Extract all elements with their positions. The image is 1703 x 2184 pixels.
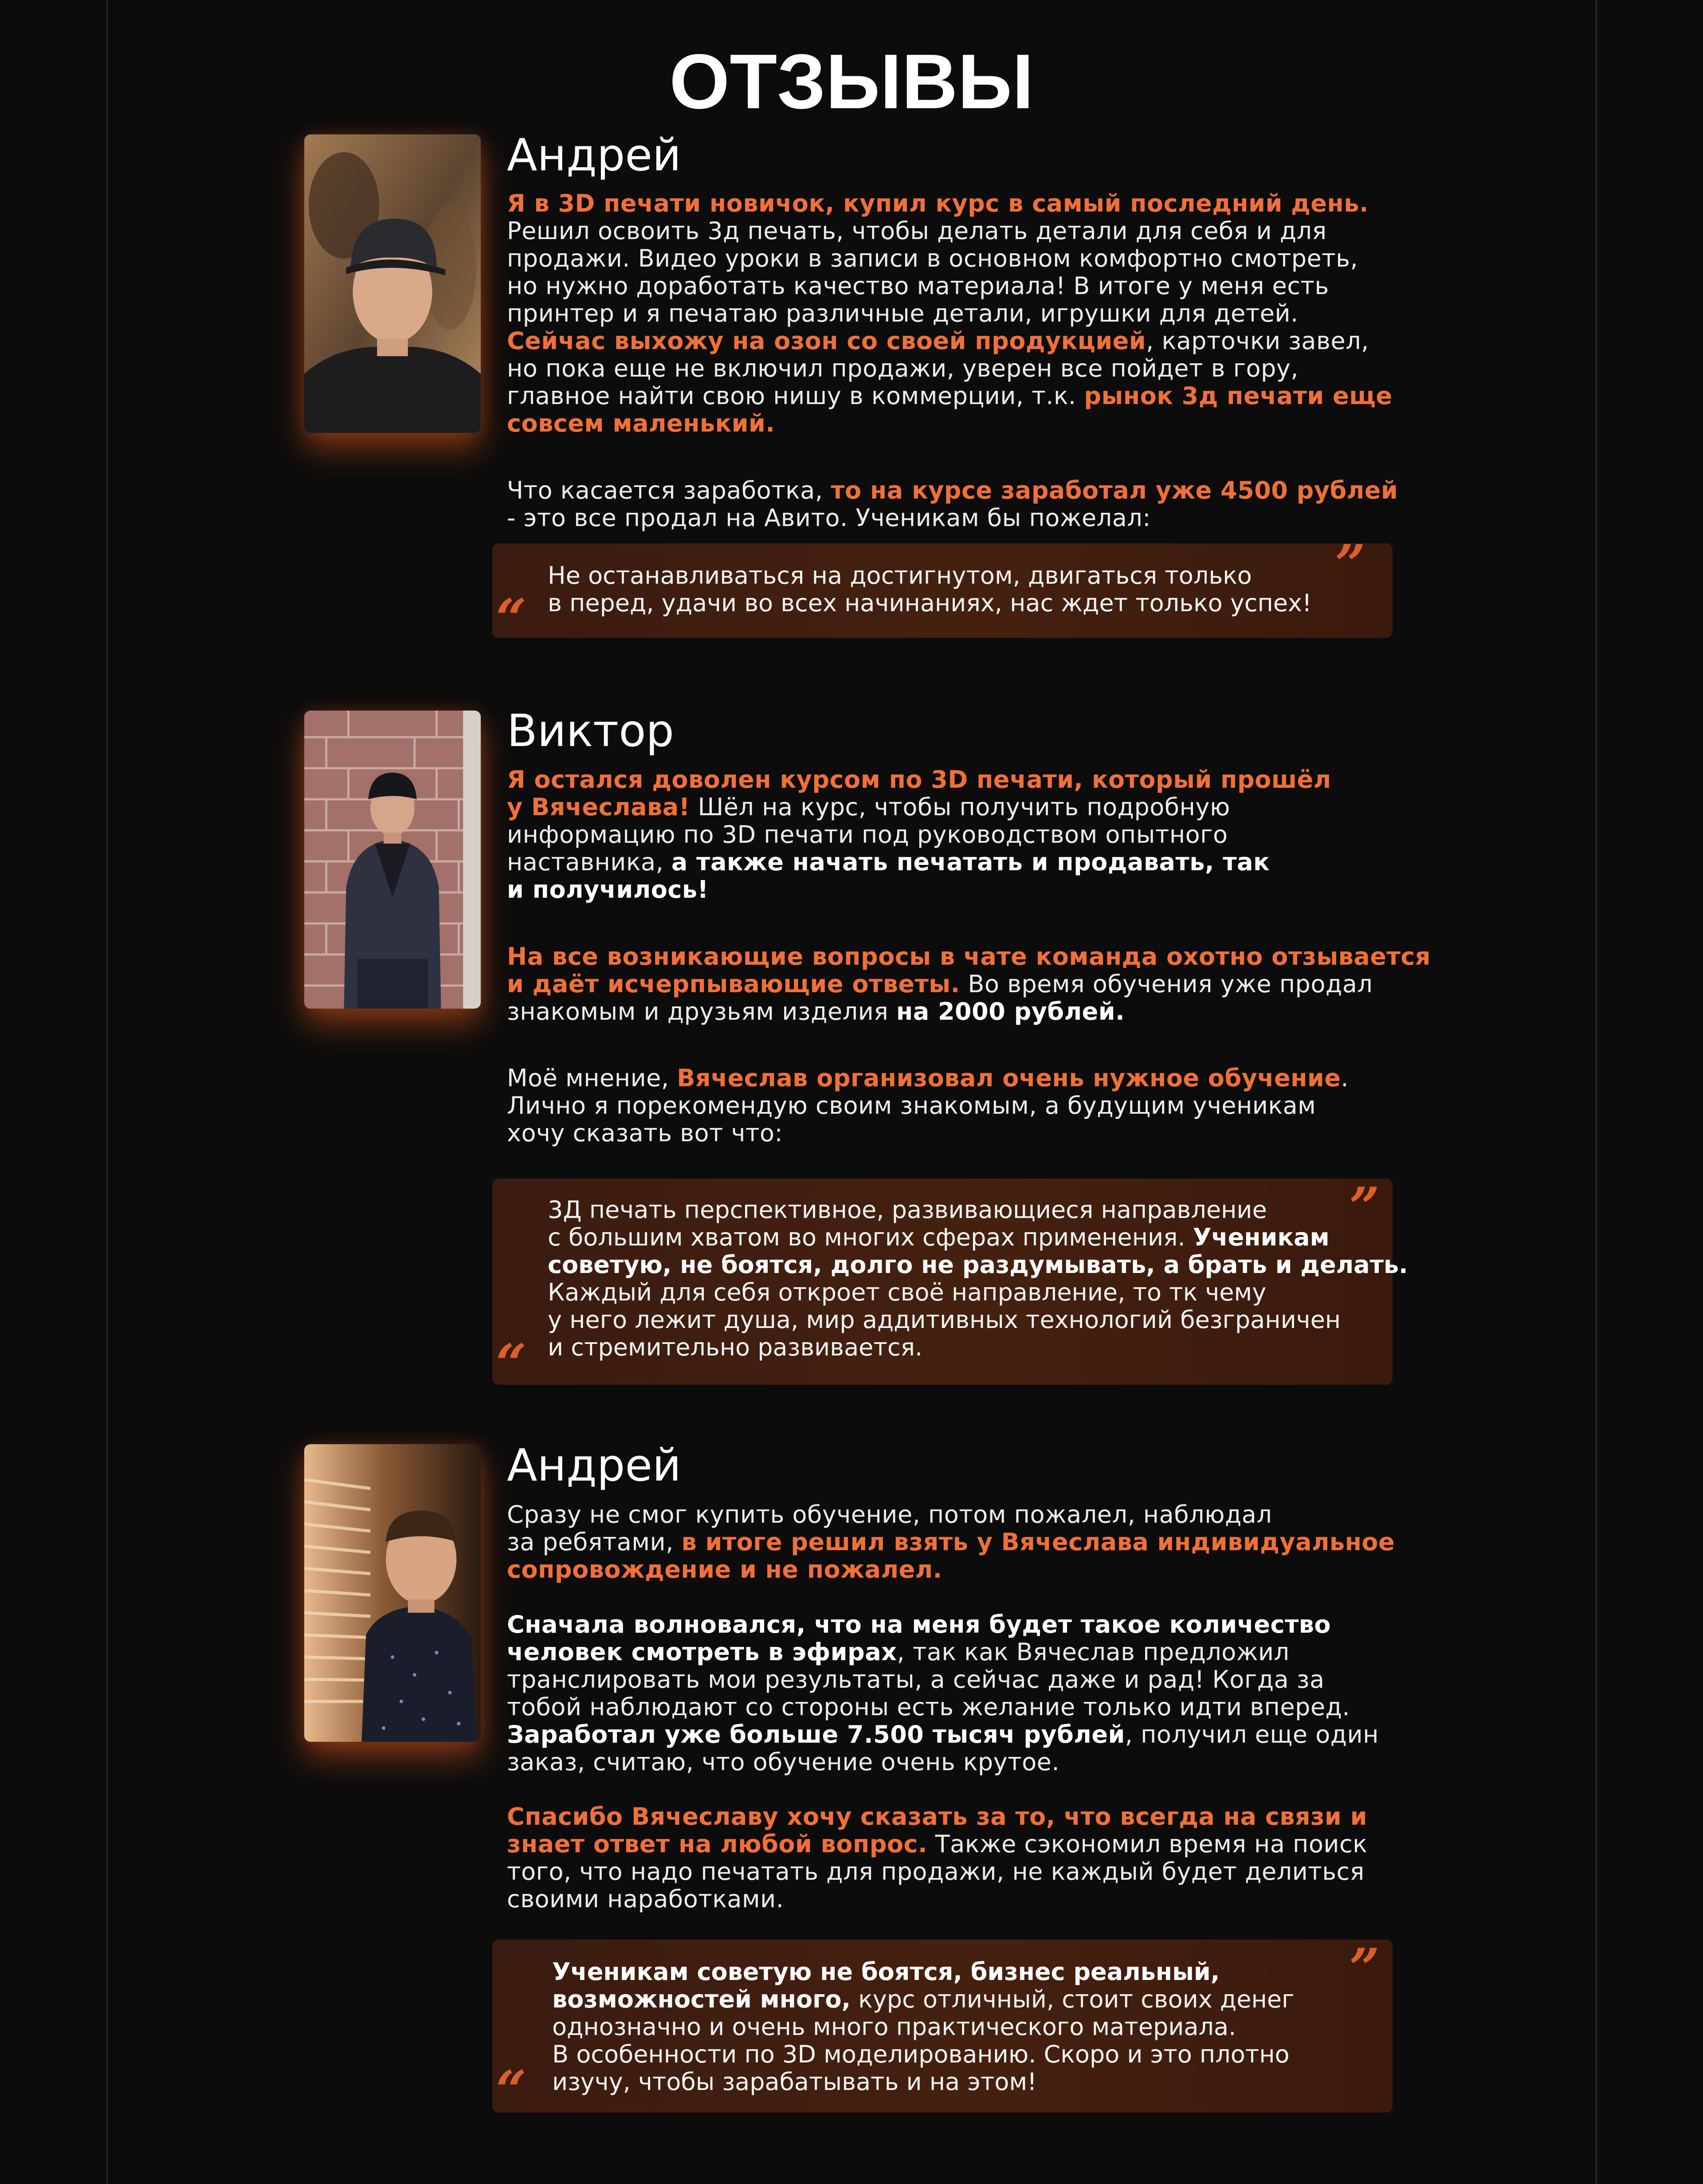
close-quote-icon: ” [1335,533,1366,596]
bold-text: а также начать печатать и продавать, так [671,848,1270,876]
left-border-line [106,0,108,2184]
quote-text [548,562,1312,617]
review-paragraph [507,477,1398,532]
body-text: Лично я порекомендую своим знакомым, а будущим ученикам [507,1092,1316,1119]
body-text: Не останавливаться на достигнутом, двигаться только [548,562,1252,589]
body-text: главное найти свою нишу в коммерции, т.к. [507,382,1084,410]
text-line [507,821,1331,848]
body-text: с большим хватом во многих сферах применения. [548,1223,1193,1251]
text-line [552,2013,1294,2041]
text-line [507,1501,1395,1528]
body-text: . [1341,1064,1349,1092]
text-line [507,1885,1367,1913]
reviewer-name: Андрей [507,1439,681,1491]
text-line [548,1196,1408,1224]
body-text: Во время обучения уже продал [960,970,1373,998]
text-line [507,1528,1395,1556]
highlight-text: то на курсе заработал уже 4500 рублей [831,476,1398,504]
body-text: того, что надо печатать для продажи, не каждый будет делиться [507,1858,1365,1885]
body-text: хочу сказать вот что: [507,1119,783,1147]
avatar-andrey-1-icon [304,134,481,433]
quote-text [548,1196,1408,1361]
reviewer-photo [304,711,481,1009]
body-text: , так как Вячеслав предложил [897,1638,1290,1666]
text-line [548,1334,1408,1361]
body-text: Шёл на курс, чтобы получить подробную [690,793,1230,821]
text-line [507,876,1331,903]
body-text: в перед, удачи во всех начинаниях, нас ждет только успех! [548,589,1312,617]
text-line [507,477,1398,504]
text-line [507,504,1398,532]
review-paragraph [507,766,1331,903]
reviewer-photo [304,134,481,433]
highlight-text: На все возникающие вопросы в чате команда охотно отзывается [507,943,1431,970]
bold-text: на 2000 рублей. [896,998,1125,1025]
highlight-text: Я остался доволен курсом по 3D печати, который прошёл [507,766,1331,793]
open-quote-icon: “ [496,587,527,650]
highlight-text: Я в 3D печати новичок, купил курс в самый последний день. [507,189,1369,217]
review-paragraph [507,943,1431,1025]
review-paragraph [507,190,1392,437]
open-quote-icon: “ [496,2059,527,2121]
body-text: за ребятами, [507,1528,682,1556]
highlight-text: совсем маленький. [507,409,775,437]
review-paragraph [507,1803,1367,1913]
text-line [507,1693,1379,1721]
text-line [507,793,1331,821]
text-line [507,998,1431,1025]
text-line [507,1611,1379,1638]
section-title: ОТЗЫВЫ [0,38,1703,126]
text-line [507,1666,1379,1693]
text-line [507,190,1392,217]
bold-text: Ученикам советую не боятся, бизнес реальный, [552,1958,1220,1986]
text-line [548,1306,1408,1334]
avatar-andrey-2-icon [304,1444,481,1742]
bold-text: и получилось! [507,876,709,903]
body-text: В особенности по 3D моделированию. Скоро и это плотно [552,2040,1290,2068]
text-line [507,1830,1367,1858]
bold-text: человек смотреть в эфирах [507,1638,897,1666]
text-line [507,410,1392,437]
text-line [507,1119,1349,1147]
body-text: Каждый для себя откроет своё направление, то тк чему [548,1278,1267,1306]
body-text: Моё мнение, [507,1064,677,1092]
review-quote [492,1176,1408,1395]
text-line [552,2068,1294,2096]
text-line [507,1638,1379,1666]
body-text: заказ, считаю, что обучение очень крутое. [507,1748,1060,1776]
body-text: 3Д печать перспективное, развивающиеся направление [548,1196,1267,1224]
text-line [548,562,1312,589]
reviewer-name: Андрей [507,129,681,181]
text-line [507,300,1392,327]
text-line [552,1958,1294,1986]
body-text: однозначно и очень много практического материала. [552,2013,1236,2041]
text-line [507,943,1431,970]
text-line [507,1556,1395,1583]
body-text: своими наработками. [507,1885,784,1913]
review-quote [492,533,1393,650]
body-text: , получил еще один [1125,1720,1379,1748]
text-line [507,970,1431,998]
reviewer-name: Виктор [507,705,674,757]
review-paragraph [507,1611,1379,1776]
body-text: Сразу не смог купить обучение, потом пожалел, наблюдал [507,1501,1272,1528]
reviewer-photo [304,1444,481,1742]
body-text: Также сэкономил время на поиск [927,1830,1368,1858]
text-line [507,766,1331,793]
close-quote-icon: ” [1349,1176,1380,1238]
body-text: Что касается заработка, [507,476,831,504]
text-line [552,1986,1294,2013]
text-line [507,245,1392,272]
highlight-text: и даёт исчерпывающие ответы. [507,970,960,998]
highlight-text: сопровождение и не пожалел. [507,1556,942,1583]
bold-text: Ученикам [1193,1223,1330,1251]
bold-text: советую, не боятся, долго не раздумывать, а брать и делать. [548,1251,1408,1279]
text-line [507,848,1331,876]
body-text: наставника, [507,848,671,876]
highlight-text: Спасибо Вячеславу хочу сказать за то, что всегда на связи и [507,1803,1367,1830]
text-line [507,1092,1349,1119]
highlight-text: в итоге решил взять у Вячеслава индивидуальное [681,1528,1395,1556]
text-line [507,217,1392,245]
text-line [507,382,1392,410]
text-line [548,1251,1408,1279]
body-text: тобой наблюдают со стороны есть желание только идти вперед. [507,1693,1350,1721]
text-line [548,1279,1408,1306]
avatar-viktor-icon [304,711,481,1009]
bold-text: Сначала волновался, что на меня будет такое количество [507,1611,1331,1638]
body-text: но пока еще не включил продажи, уверен все пойдет в гору, [507,354,1299,382]
text-line [507,272,1392,300]
body-text: и стремительно развивается. [548,1333,923,1361]
review-paragraph [507,1065,1349,1147]
body-text: принтер и я печатаю различные детали, игрушки для детей. [507,299,1299,327]
highlight-text: знает ответ на любой вопрос. [507,1830,928,1858]
open-quote-icon: “ [496,1332,527,1395]
highlight-text: у Вячеслава! [507,793,690,821]
text-line [548,589,1312,617]
text-line [507,1721,1379,1748]
body-text: но нужно доработать качество материала! В итоге у меня есть [507,272,1329,300]
right-border-line [1596,0,1597,2184]
close-quote-icon: ” [1349,1937,1380,1999]
body-text: транслировать мои результаты, а сейчас даже и рад! Когда за [507,1665,1325,1693]
highlight-text: Сейчас выхожу на озон со своей продукцией [507,327,1146,355]
body-text: информацию по 3D печати под руководством опытного [507,821,1228,848]
text-line [548,1224,1408,1251]
highlight-text: Вячеслав организовал очень нужное обучение [677,1064,1341,1092]
body-text: у него лежит душа, мир аддитивных технологий безграничен [548,1306,1341,1334]
body-text: курс отличный, стоит своих денег [850,1985,1295,2013]
text-line [507,1858,1367,1885]
body-text: , карточки завел, [1146,327,1369,355]
body-text: знакомым и друзьям изделия [507,998,896,1025]
quote-text [552,1958,1294,2096]
text-line [552,2041,1294,2068]
bold-text: Заработал уже больше 7.500 тысяч рублей [507,1720,1125,1748]
review-quote [492,1937,1393,2121]
text-line [507,327,1392,355]
bold-text: возможностей много, [552,1985,851,2013]
body-text: - это все продал на Авито. Ученикам бы пожелал: [507,504,1151,532]
body-text: изучу, чтобы зарабатывать и на этом! [552,2068,1037,2096]
text-line [507,355,1392,382]
body-text: продажи. Видео уроки в записи в основном комфортно смотреть, [507,244,1358,272]
text-line [507,1803,1367,1830]
highlight-text: рынок 3д печати еще [1084,382,1393,410]
text-line [507,1748,1379,1776]
text-line [507,1065,1349,1092]
body-text: Решил освоить 3д печать, чтобы делать детали для себя и для [507,217,1327,245]
review-paragraph [507,1501,1395,1583]
